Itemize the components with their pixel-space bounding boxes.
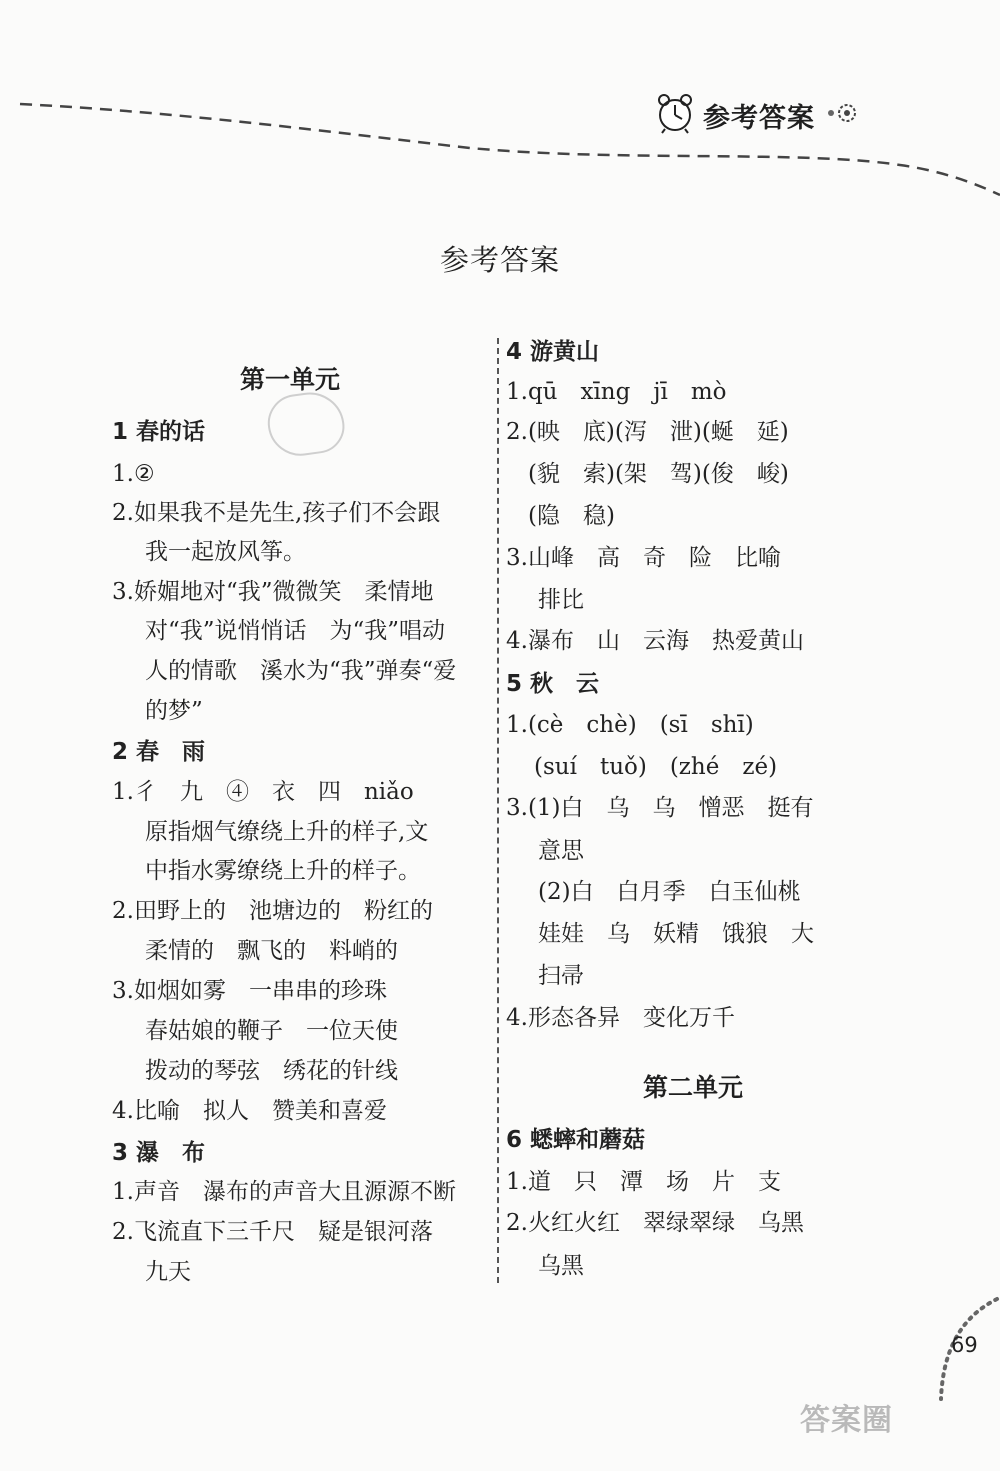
faded-stamp xyxy=(264,388,348,460)
left-line-19: 1.声音 瀑布的声音大且源源不断 xyxy=(112,1179,456,1205)
right-line-1: 1.qū xīng jī mò xyxy=(506,379,727,405)
right-line-0: 4 游黄山 xyxy=(506,339,600,365)
left-line-6: 人的情歌 溪水为“我”弹奏“爱 xyxy=(145,658,457,684)
right-line-17: 6 蟋蟀和蘑菇 xyxy=(506,1127,646,1153)
left-line-1: 1.② xyxy=(112,461,155,487)
right-line-7: 4.瀑布 山 云海 热爱黄山 xyxy=(506,628,804,654)
right-line-15: 扫帚 xyxy=(538,963,584,989)
left-line-9: 1.彳 九 ④ 衣 四 niǎo xyxy=(112,779,414,805)
right-line-13: (2)白 白月季 白玉仙桃 xyxy=(538,879,801,905)
left-line-12: 2.田野上的 池塘边的 粉红的 xyxy=(112,898,433,924)
unit1-title: 第一单元 xyxy=(240,365,341,394)
left-line-14: 3.如烟如雾 一串串的珍珠 xyxy=(112,978,387,1004)
right-line-18: 1.道 只 潭 场 片 支 xyxy=(506,1169,781,1195)
left-line-11: 中指水雾缭绕上升的样子。 xyxy=(145,858,421,884)
right-line-11: 3.(1)白 乌 乌 憎恶 挺有 xyxy=(506,795,814,821)
left-line-15: 春姑娘的鞭子 一位天使 xyxy=(145,1018,398,1044)
watermark-text: 答案圈 xyxy=(800,1403,893,1438)
left-line-0: 1 春的话 xyxy=(112,419,206,445)
column-divider xyxy=(497,338,499,1283)
left-line-8: 2 春 雨 xyxy=(112,739,206,765)
right-line-4: (隐 稳) xyxy=(528,503,615,529)
right-line-19: 2.火红火红 翠绿翠绿 乌黑 xyxy=(506,1210,804,1236)
left-line-20: 2.飞流直下三千尺 疑是银河落 xyxy=(112,1219,433,1245)
header-tag xyxy=(655,92,863,138)
right-line-14: 娃娃 乌 妖精 饿狼 大 xyxy=(538,921,814,947)
left-line-16: 拨动的琴弦 绣花的针线 xyxy=(145,1058,398,1084)
left-line-3: 我一起放风筝。 xyxy=(145,539,306,565)
right-line-9: 1.(cè chè) (sī shī) xyxy=(506,712,754,738)
right-line-16: 4.形态各异 变化万千 xyxy=(506,1005,735,1031)
left-line-21: 九天 xyxy=(145,1259,191,1285)
right-line-10: (suí tuǒ) (zhé zé) xyxy=(534,754,778,780)
left-line-5: 对“我”说悄悄话 为“我”唱动 xyxy=(145,618,446,644)
page-number: 69 xyxy=(951,1333,978,1357)
left-line-18: 3 瀑 布 xyxy=(112,1140,206,1166)
left-line-10: 原指烟气缭绕上升的样子,文 xyxy=(145,819,429,845)
right-line-3: (貌 索)(架 驾)(俊 峻) xyxy=(528,461,789,487)
unit2-title: 第二单元 xyxy=(643,1073,744,1102)
alarm-clock-icon xyxy=(655,92,695,138)
left-line-13: 柔情的 飘飞的 料峭的 xyxy=(145,938,398,964)
left-line-17: 4.比喻 拟人 赞美和喜爱 xyxy=(112,1098,387,1124)
left-line-4: 3.娇媚地对“我”微微笑 柔情地 xyxy=(112,579,434,605)
right-line-12: 意思 xyxy=(538,838,584,864)
header-tag-title: 参考答案 xyxy=(703,102,815,134)
right-line-5: 3.山峰 高 奇 险 比喻 xyxy=(506,545,781,571)
left-line-7: 的梦” xyxy=(145,698,203,724)
left-line-2: 2.如果我不是先生,孩子们不会跟 xyxy=(112,500,441,526)
page-title: 参考答案 xyxy=(439,243,560,277)
right-line-20: 乌黑 xyxy=(538,1253,584,1279)
right-line-2: 2.(映 底)(泻 泄)(蜒 延) xyxy=(506,419,789,445)
right-line-8: 5 秋 云 xyxy=(506,671,600,697)
flower-icon xyxy=(823,101,863,129)
right-line-6: 排比 xyxy=(538,587,584,613)
